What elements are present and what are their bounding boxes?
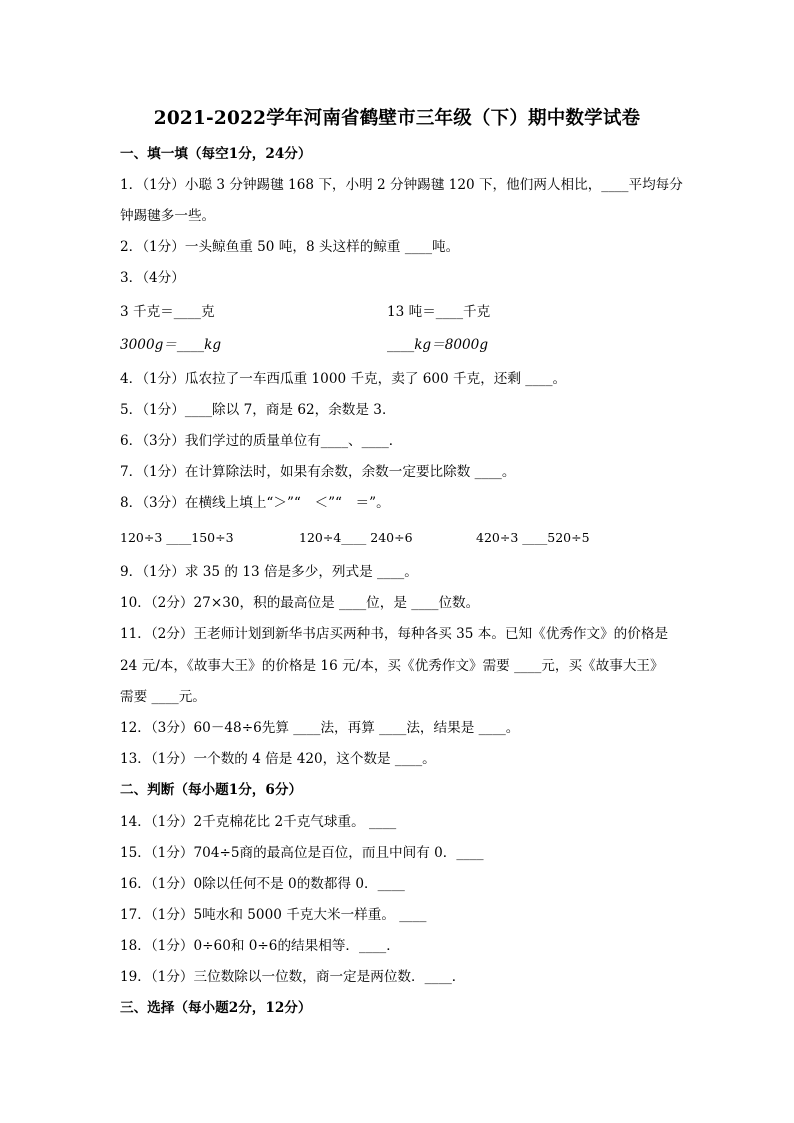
question-17: 17．（1分）5吨水和 5000 千克大米一样重。 ____ (120, 907, 427, 923)
question-11-line-1: 11．（2分）王老师计划到新华书店买两种书，每种各买 35 本。已知《优秀作文》的价格是 (120, 626, 669, 642)
question-16: 16．（1分）0除以任何不是 0的数都得 0．____ (120, 876, 405, 892)
question-8-item-2: 120÷4____ 240÷6 (299, 530, 413, 545)
question-3-item-3: 3000g＝____kg (120, 337, 222, 353)
question-11-line-2: 24 元/本，《故事大王》的价格是 16 元/本，买《优秀作文》需要 ____元，买《故事大王》 (120, 658, 664, 674)
question-11-line-3: 需要 ____元。 (120, 689, 206, 705)
section-heading-fill: 一、填一填（每空1分，24分） (120, 146, 312, 162)
question-3-item-1: 3 千克＝____克 (120, 304, 215, 320)
question-5: 5．（1分）____除以 7，商是 62，余数是 3． (120, 402, 396, 418)
section-heading-judge: 二、判断（每小题1分，6分） (120, 782, 303, 798)
question-9: 9．（1分）求 35 的 13 倍是多少，列式是 ____。 (120, 564, 418, 580)
question-8: 8．（3分）在横线上填上“＞”“ ＜”“ ＝”。 (120, 495, 390, 511)
question-18: 18．（1分）0÷60和 0÷6的结果相等．____． (120, 938, 400, 954)
question-3-item-2: 13 吨＝____千克 (387, 304, 491, 320)
question-10: 10．（2分）27×30，积的最高位是 ____位，是 ____位数。 (120, 595, 480, 611)
question-4: 4．（1分）瓜农拉了一车西瓜重 1000 千克，卖了 600 千克，还剩 ____。 (120, 371, 567, 387)
question-6: 6．（3分）我们学过的质量单位有____、____． (120, 433, 403, 449)
question-13: 13．（1分）一个数的 4 倍是 420，这个数是 ____。 (120, 751, 436, 767)
question-12: 12．（3分）60－48÷6先算 ____法，再算 ____法，结果是 ____。 (120, 720, 520, 736)
question-8-item-3: 420÷3 ____520÷5 (476, 530, 590, 545)
question-1-line-1: 1．（1分）小聪 3 分钟踢毽 168 下，小明 2 分钟踢毽 120 下，他们两人相比，____平均每分 (120, 177, 683, 193)
question-15: 15．（1分）704÷5商的最高位是百位，而且中间有 0．____ (120, 845, 484, 861)
question-19: 19．（1分）三位数除以一位数，商一定是两位数．____． (120, 969, 466, 985)
section-heading-choice: 三、选择（每小题2分，12分） (120, 1000, 312, 1016)
question-3-item-4: ____kg＝8000g (387, 337, 489, 353)
question-2: 2．（1分）一头鲸鱼重 50 吨，8 头这样的鲸重 ____吨。 (120, 239, 460, 255)
question-3: 3．（4分） (120, 270, 185, 286)
question-14: 14．（1分）2千克棉花比 2千克气球重。 ____ (120, 814, 397, 830)
page-title: 2021-2022学年河南省鹤壁市三年级（下）期中数学试卷 (153, 108, 641, 129)
question-7: 7．（1分）在计算除法时，如果有余数，余数一定要比除数 ____。 (120, 464, 516, 480)
question-8-item-1: 120÷3 ____150÷3 (120, 530, 234, 545)
question-1-line-2: 钟踢毽多一些。 (120, 208, 216, 224)
